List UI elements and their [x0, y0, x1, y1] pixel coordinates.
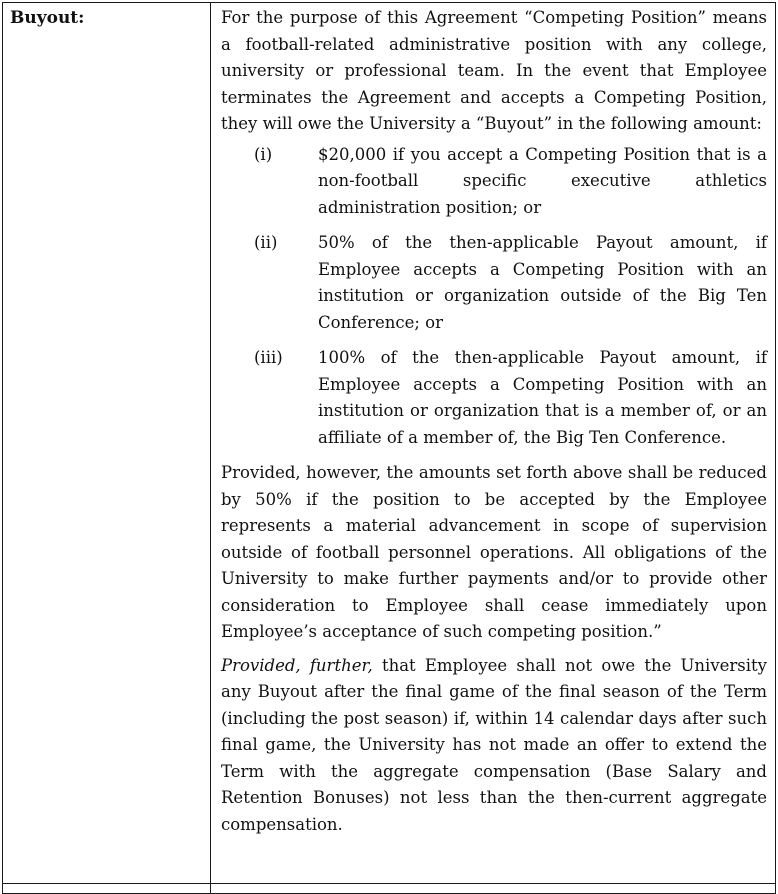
clause-item	[221, 345, 767, 451]
clause-number: (ii)	[254, 233, 278, 252]
clause-text: 50% of the then-applicable Payout amount, if Employee accepts a Competing Position with an institution or organization outside of the Big Ten Conference; or	[318, 233, 767, 332]
buyout-clauses	[221, 142, 767, 452]
proviso-further	[221, 653, 767, 839]
proviso-body: that Employee shall not owe the University any Buyout after the final game of the final season of the Term (including the post season) if, within 14 calendar days after such final game, the University has not made an offer to extend the Term with the aggregate compensation (Base Salary and Retention Bonuses) not less than the then-current aggregate compensation.	[221, 655, 767, 834]
proviso-lead: Provided, further,	[221, 655, 373, 675]
clause-text: 100% of the then-applicable Payout amount, if Employee accepts a Competing Position with an institution or organization that is a member of, or an affiliate of a member of, the Big Ten Conference.	[318, 348, 767, 447]
clause-text: $20,000 if you accept a Competing Position that is a non-football specific executive athletics administration position; or	[318, 144, 767, 217]
clause-number: (i)	[254, 144, 273, 164]
proviso-reduction: Provided, however, the amounts set forth above shall be reduced by 50% if the position to be accepted by the Employee represents a material advancement in scope of supervision outside of football personnel operations. All obligations of the University to make further payments and/or to provide other consideration to Employee shall cease immediately upon Employee’s acceptance of such competing position.”	[221, 463, 767, 641]
clause-item	[221, 230, 767, 336]
row-divider	[2, 883, 776, 884]
clause-number: (iii)	[254, 348, 283, 367]
intro-paragraph: For the purpose of this Agreement “Competing Position” means a football-related administrative position with any college, university or professional team. In the event that Employee terminates the Agreement and accepts a Competing Position, they will owe the University a “Buyout” in the following amount:	[221, 8, 767, 133]
clause-item	[221, 142, 767, 222]
term-definition	[221, 5, 767, 845]
column-divider	[210, 2, 211, 894]
term-label: Buyout:	[10, 8, 85, 28]
